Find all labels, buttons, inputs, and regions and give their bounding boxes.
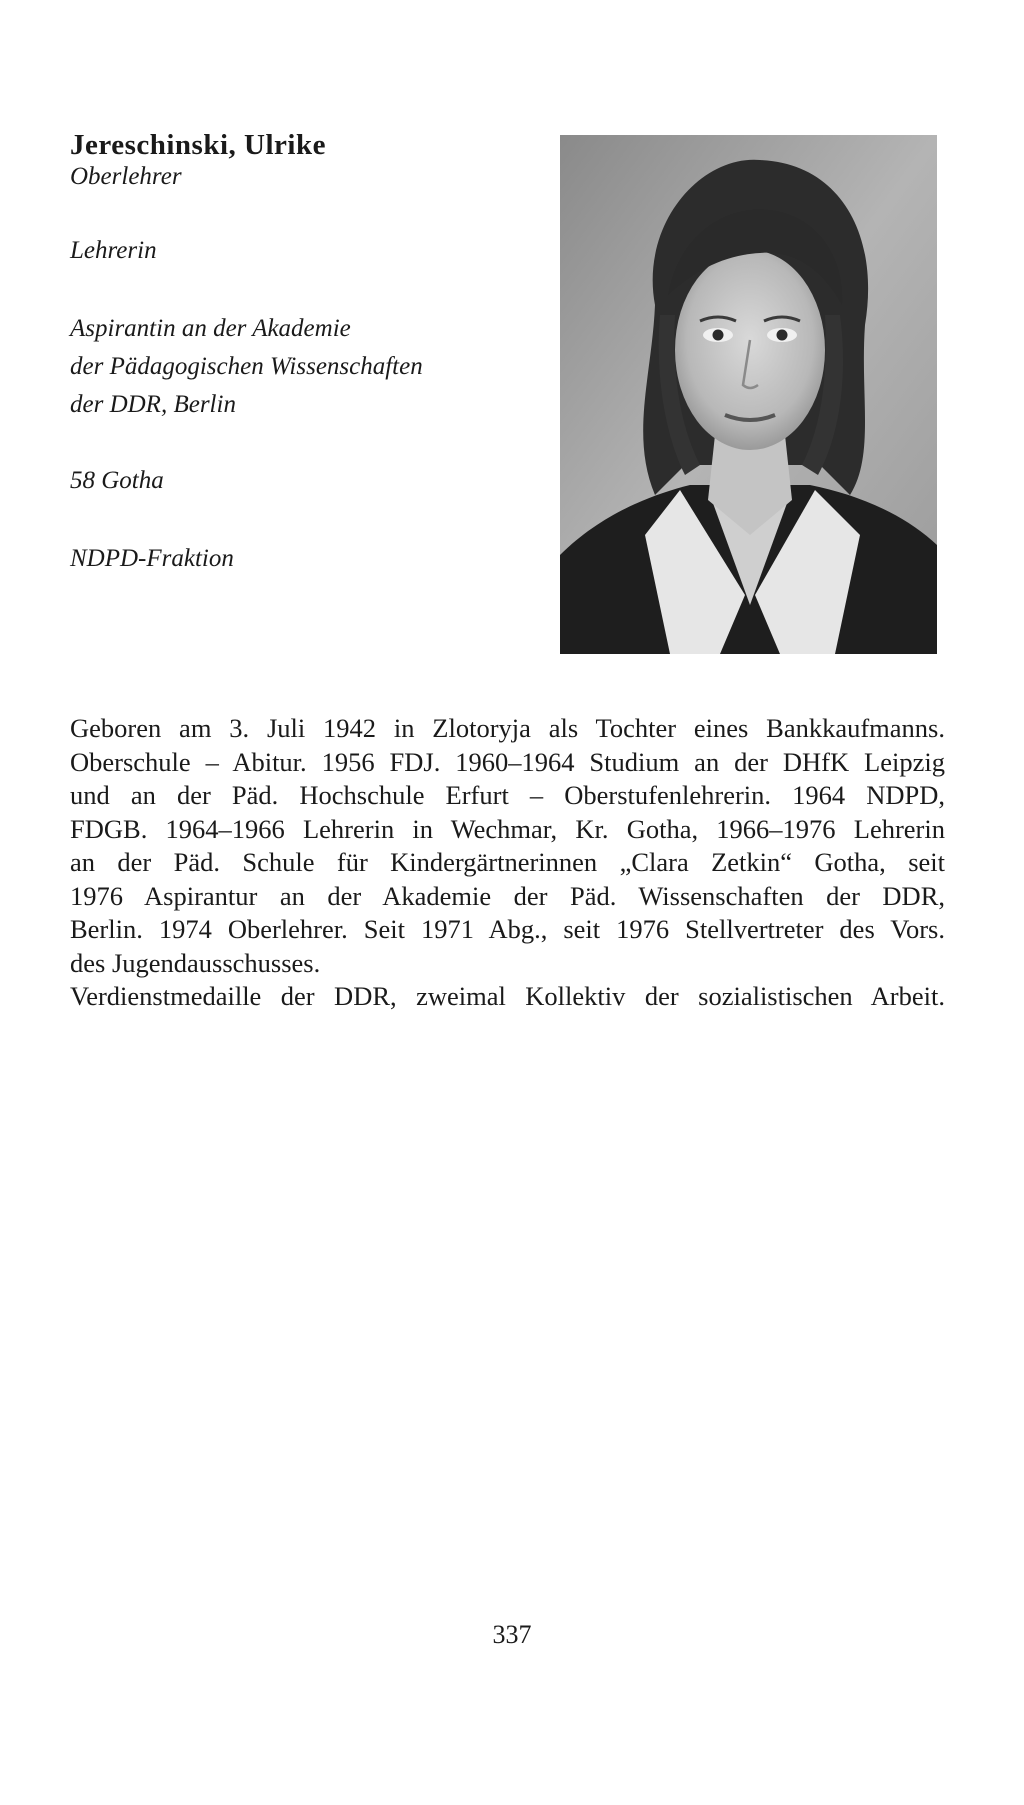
biography-line: des Jugendausschusses. (70, 947, 321, 978)
workplace-line-2: der Pädagogischen Wissenschaften (70, 353, 423, 380)
constituency: 58 Gotha (70, 467, 164, 494)
biography-line: und an der Päd. Hochschule Erfurt – Oberstufenlehrerin. 1964 NDPD, (70, 780, 945, 810)
workplace-line-1: Aspirantin an der Akademie (70, 315, 351, 342)
portrait-photo-icon (560, 135, 937, 654)
profession: Lehrerin (70, 237, 157, 264)
academic-title: Oberlehrer (70, 163, 182, 190)
entry-header (70, 128, 510, 578)
workplace-line-3: der DDR, Berlin (70, 391, 236, 418)
person-name: Jereschinski, Ulrike (70, 129, 326, 161)
biography-line: an der Päd. Schule für Kindergärtnerinnen „Clara Zetkin“ Gotha, seit (70, 847, 945, 877)
biography-line: Verdienstmedaille der DDR, zweimal Kollektiv der sozialistischen Arbeit. (70, 981, 945, 1011)
biography-line: FDGB. 1964–1966 Lehrerin in Wechmar, Kr. Gotha, 1966–1976 Lehrerin (70, 813, 945, 844)
faction: NDPD-Fraktion (70, 545, 234, 572)
page-number: 337 (492, 1620, 532, 1649)
biography-line: 1976 Aspirantur an der Akademie der Päd. Wissenschaften der DDR, (70, 880, 945, 911)
biography (70, 712, 945, 1014)
biography-line: Geboren am 3. Juli 1942 in Zlotoryja als Tochter eines Bankkaufmanns. (70, 713, 945, 743)
biography-line: Berlin. 1974 Oberlehrer. Seit 1971 Abg., seit 1976 Stellvertreter des Vors. (70, 914, 945, 944)
biography-line: Oberschule – Abitur. 1956 FDJ. 1960–1964 Studium an der DHfK Leipzig (70, 746, 945, 777)
